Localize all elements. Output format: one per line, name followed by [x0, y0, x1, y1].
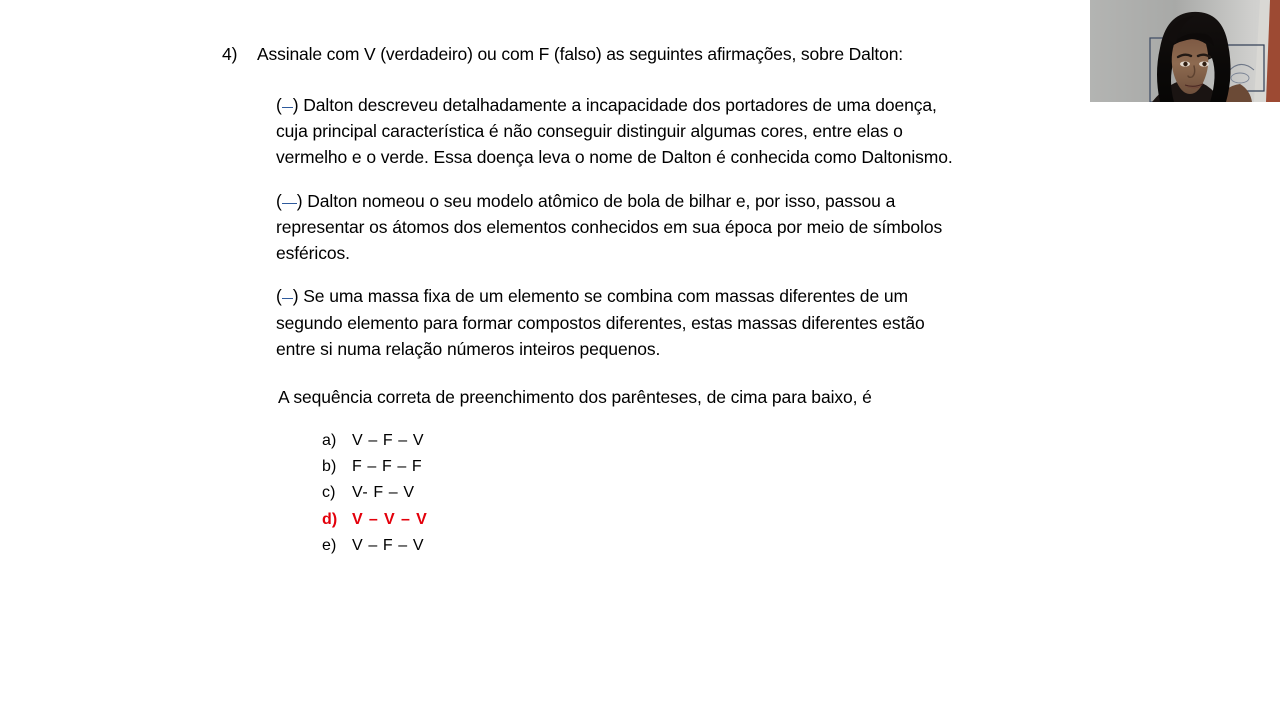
true-false-blank-1[interactable]: ( ): [276, 94, 299, 115]
option-letter: a): [322, 431, 337, 449]
answer-option-d[interactable]: [322, 507, 982, 533]
presenter-webcam-overlay[interactable]: [1090, 0, 1280, 102]
option-letter: d): [322, 510, 338, 528]
statement-item: [276, 283, 966, 361]
option-value: V – F – V: [352, 536, 425, 554]
answer-option-b[interactable]: [322, 454, 982, 480]
statement-item: [276, 188, 966, 266]
blank-underline-icon: [282, 107, 293, 108]
option-value: V – V – V: [352, 510, 428, 528]
webcam-video-frame: [1090, 0, 1280, 102]
true-false-blank-2[interactable]: ( ): [276, 190, 303, 211]
sequence-instruction: A sequência correta de preenchimento dos parênteses, de cima para baixo, é: [278, 386, 872, 407]
answer-option-c[interactable]: [322, 480, 982, 506]
question-prompt: Assinale com V (verdadeiro) ou com F (falso) as seguintes afirmações, sobre Dalton:: [257, 44, 904, 64]
option-letter: b): [322, 458, 337, 476]
answer-option-e[interactable]: [322, 533, 982, 559]
option-value: V – F – V: [352, 431, 425, 449]
question-heading: [222, 44, 982, 66]
option-value: F – F – F: [352, 458, 423, 476]
answer-option-a[interactable]: [322, 428, 982, 454]
question-number: 4): [222, 44, 238, 64]
statement-text: Dalton descreveu detalhadamente a incapacidade dos portadores de uma doença, cuja principal característica é não conseguir distinguir algumas cores, entre elas o vermelho e o verde. Essa doença leva o nome de Dalton é conhecida como Daltonismo.: [276, 94, 953, 168]
blank-underline-icon: [282, 298, 293, 299]
option-value: V- F – V: [352, 484, 415, 502]
paren-close: ): [292, 286, 299, 307]
statement-text: Dalton nomeou o seu modelo atômico de bola de bilhar e, por isso, passou a representar os átomos dos elementos conhecidos em sua época por meio de símbolos esféricos.: [276, 190, 943, 263]
statement-list: [276, 92, 966, 362]
blank-underline-icon: [282, 203, 297, 204]
statement-item: [276, 92, 966, 170]
question-block: [222, 44, 982, 559]
statement-text: Se uma massa fixa de um elemento se combina com massas diferentes de um segundo elemento para formar compostos diferentes, estas massas diferentes estão entre si numa relação números inteiros pequenos.: [276, 286, 925, 359]
true-false-blank-3[interactable]: ( ): [276, 286, 299, 307]
option-letter: e): [322, 536, 337, 554]
paren-close: ): [292, 94, 299, 115]
option-letter: c): [322, 484, 336, 502]
answer-options: [322, 428, 982, 559]
paren-close: ): [296, 190, 303, 211]
